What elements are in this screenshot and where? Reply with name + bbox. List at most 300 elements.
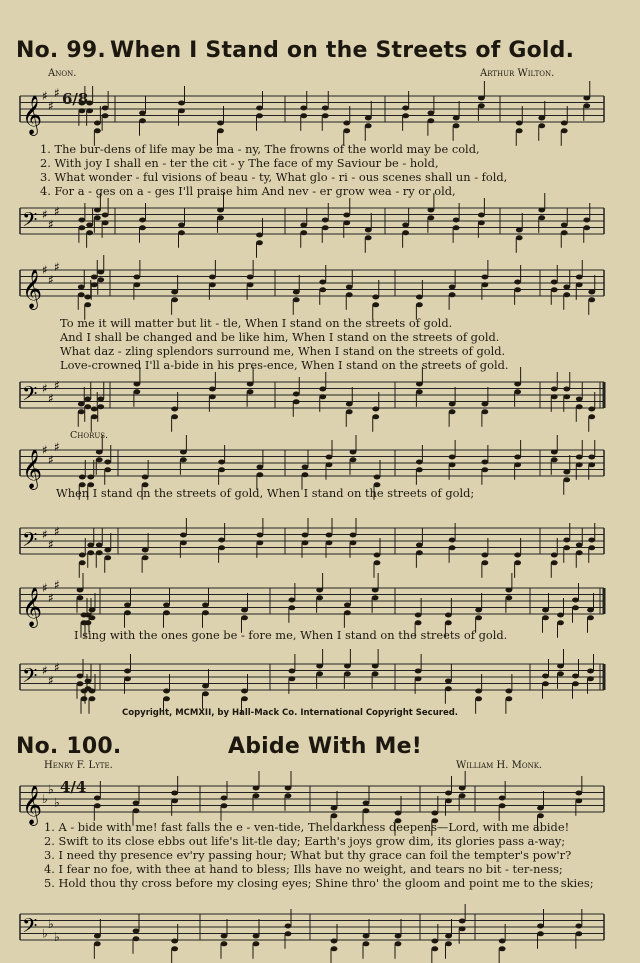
- note-head: [516, 235, 523, 240]
- note-head: [475, 615, 482, 620]
- note-head: [331, 806, 338, 811]
- treble-clef-icon: 𝄞: [22, 449, 43, 489]
- bass-clef-icon: 𝄢: [22, 914, 38, 942]
- note-head: [288, 605, 295, 610]
- sharp-icon: ♯: [48, 673, 54, 688]
- note-head: [583, 218, 590, 223]
- note-head: [77, 674, 84, 679]
- note-head: [256, 113, 263, 118]
- sharp-icon: ♯: [54, 660, 60, 675]
- note-head: [563, 545, 570, 550]
- note-head: [84, 397, 91, 402]
- note-head: [86, 223, 93, 228]
- note-head: [322, 106, 329, 111]
- note-head: [319, 387, 326, 392]
- note-head: [217, 121, 224, 126]
- hymn-100-composer: William H. Monk.: [456, 760, 543, 771]
- note-head: [459, 786, 466, 791]
- note-head: [481, 467, 488, 472]
- note-head: [588, 297, 595, 302]
- note-head: [94, 934, 101, 939]
- note-head: [505, 595, 512, 600]
- note-head: [180, 450, 187, 455]
- note-head: [453, 225, 460, 230]
- note-head: [96, 543, 103, 548]
- note-head: [288, 676, 295, 681]
- note-head: [96, 550, 103, 555]
- note-head: [431, 811, 438, 816]
- note-head: [575, 798, 582, 803]
- note-head: [319, 394, 326, 399]
- hymn-99-system-1-treble: [0, 85, 640, 135]
- note-head: [178, 108, 185, 113]
- note-head: [588, 414, 595, 419]
- note-head: [302, 533, 309, 538]
- note-head: [445, 613, 452, 618]
- note-head: [453, 116, 460, 121]
- note-head: [575, 924, 582, 929]
- note-head: [217, 208, 224, 213]
- flat-icon: ♭: [48, 916, 54, 931]
- note-head: [344, 610, 351, 615]
- note-head: [253, 793, 260, 798]
- note-head: [561, 230, 568, 235]
- note-head: [78, 108, 85, 113]
- sharp-icon: ♯: [42, 381, 48, 396]
- note-head: [84, 295, 91, 300]
- note-head: [346, 409, 353, 414]
- note-head: [94, 803, 101, 808]
- note-head: [85, 679, 92, 684]
- note-head: [217, 128, 224, 133]
- note-head: [346, 402, 353, 407]
- note-head: [326, 462, 333, 467]
- note-head: [171, 407, 178, 412]
- note-head: [78, 292, 85, 297]
- hymn-99-verse-1-line-1: 1. The bur-dens of life may be ma - ny, The frowns of the world may be cold,: [40, 142, 480, 156]
- note-head: [563, 470, 570, 475]
- note-head: [374, 475, 381, 480]
- note-head: [365, 228, 372, 233]
- note-head: [256, 233, 263, 238]
- note-head: [285, 793, 292, 798]
- hymn-99-chorus-line-1: When I stand on the streets of gold, When I stand on the streets of gold;: [56, 486, 475, 500]
- bass-clef-icon: 𝄢: [22, 382, 38, 410]
- note-head: [326, 455, 333, 460]
- note-head: [514, 389, 521, 394]
- note-head: [576, 275, 583, 280]
- note-head: [449, 292, 456, 297]
- note-head: [256, 240, 263, 245]
- note-head: [572, 681, 579, 686]
- note-head: [178, 101, 185, 106]
- note-head: [551, 394, 558, 399]
- note-head: [288, 598, 295, 603]
- flat-icon: ♭: [42, 926, 48, 941]
- note-head: [78, 218, 85, 223]
- note-head: [449, 402, 456, 407]
- note-head: [551, 553, 558, 558]
- note-head: [91, 282, 98, 287]
- note-head: [453, 123, 460, 128]
- note-head: [395, 941, 402, 946]
- note-head: [221, 941, 228, 946]
- note-head: [478, 220, 485, 225]
- note-head: [302, 540, 309, 545]
- note-head: [241, 696, 248, 701]
- note-head: [363, 934, 370, 939]
- note-head: [416, 389, 423, 394]
- note-head: [102, 113, 109, 118]
- note-head: [415, 620, 422, 625]
- note-head: [475, 689, 482, 694]
- note-head: [178, 223, 185, 228]
- sharp-icon: ♯: [48, 391, 54, 406]
- note-head: [256, 540, 263, 545]
- sharp-icon: ♯: [54, 85, 60, 100]
- note-head: [81, 696, 88, 701]
- note-head: [583, 96, 590, 101]
- hymn-99-title: When I Stand on the Streets of Gold.: [110, 38, 575, 63]
- note-head: [563, 394, 570, 399]
- note-head: [133, 808, 140, 813]
- note-head: [209, 394, 216, 399]
- note-head: [542, 674, 549, 679]
- note-head: [372, 588, 379, 593]
- note-head: [94, 796, 101, 801]
- note-head: [459, 926, 466, 931]
- note-head: [87, 543, 94, 548]
- note-head: [300, 106, 307, 111]
- note-head: [416, 467, 423, 472]
- note-head: [94, 215, 101, 220]
- note-head: [588, 290, 595, 295]
- hymn-99-composer: Arthur Wilton.: [480, 68, 555, 79]
- flat-icon: ♭: [54, 929, 60, 944]
- note-head: [576, 462, 583, 467]
- note-head: [247, 382, 254, 387]
- note-head: [241, 615, 248, 620]
- sharp-icon: ♯: [48, 537, 54, 552]
- note-head: [402, 230, 409, 235]
- hymn-99-number: No. 99.: [16, 38, 106, 63]
- note-head: [416, 460, 423, 465]
- note-head: [96, 457, 103, 462]
- note-head: [163, 603, 170, 608]
- note-head: [588, 538, 595, 543]
- note-head: [576, 455, 583, 460]
- note-head: [253, 934, 260, 939]
- bass-clef-icon: 𝄢: [22, 528, 38, 556]
- hymn-100-time-signature: 4/4: [60, 778, 87, 796]
- note-head: [97, 270, 104, 275]
- note-head: [575, 931, 582, 936]
- note-head: [142, 475, 149, 480]
- note-head: [563, 285, 570, 290]
- hymn-99-copyright: Copyright, MCMXII, by Hall-Mack Co. International Copyright Secured.: [122, 708, 459, 718]
- note-head: [256, 465, 263, 470]
- note-head: [84, 404, 91, 409]
- sharp-icon: ♯: [42, 89, 48, 103]
- note-head: [427, 118, 434, 123]
- note-head: [427, 208, 434, 213]
- note-head: [416, 543, 423, 548]
- note-head: [459, 919, 466, 924]
- note-head: [563, 292, 570, 297]
- note-head: [163, 689, 170, 694]
- note-head: [89, 696, 96, 701]
- note-head: [96, 450, 103, 455]
- note-head: [514, 382, 521, 387]
- note-head: [77, 595, 84, 600]
- note-head: [221, 803, 228, 808]
- note-head: [139, 218, 146, 223]
- note-head: [587, 669, 594, 674]
- note-head: [374, 560, 381, 565]
- hymn-99-verse-3-line-2: What daz - zling splendors surround me, When I stand on the streets of gold.: [60, 344, 506, 358]
- note-head: [478, 96, 485, 101]
- note-head: [180, 457, 187, 462]
- note-head: [587, 676, 594, 681]
- note-head: [77, 681, 84, 686]
- note-head: [365, 116, 372, 121]
- note-head: [163, 610, 170, 615]
- note-head: [171, 939, 178, 944]
- note-head: [171, 290, 178, 295]
- note-head: [350, 457, 357, 462]
- note-head: [79, 553, 86, 558]
- hymn-99-chorus-2-bass: [0, 656, 640, 702]
- hymn-99-system-2-bass: [0, 374, 640, 420]
- note-head: [516, 128, 523, 133]
- note-head: [180, 540, 187, 545]
- note-head: [102, 213, 109, 218]
- sharp-icon: ♯: [42, 263, 48, 277]
- note-head: [365, 235, 372, 240]
- note-head: [459, 793, 466, 798]
- note-head: [416, 382, 423, 387]
- note-head: [221, 934, 228, 939]
- note-head: [416, 550, 423, 555]
- note-head: [402, 106, 409, 111]
- note-head: [505, 588, 512, 593]
- note-head: [542, 608, 549, 613]
- note-head: [449, 409, 456, 414]
- note-head: [316, 588, 323, 593]
- note-head: [300, 223, 307, 228]
- sharp-icon: ♯: [54, 577, 60, 592]
- note-head: [557, 620, 564, 625]
- note-head: [209, 282, 216, 287]
- note-head: [481, 560, 488, 565]
- note-head: [537, 931, 544, 936]
- note-head: [537, 806, 544, 811]
- note-head: [372, 664, 379, 669]
- hymn-99-time-signature: 6/8: [62, 90, 89, 108]
- hymn-99-chorus-1-treble: [0, 439, 640, 489]
- note-head: [445, 686, 452, 691]
- note-head: [221, 796, 228, 801]
- note-head: [372, 302, 379, 307]
- note-head: [350, 540, 357, 545]
- note-head: [124, 676, 131, 681]
- note-head: [78, 285, 85, 290]
- note-head: [104, 467, 111, 472]
- note-head: [395, 934, 402, 939]
- sharp-icon: ♯: [42, 581, 48, 595]
- hymn-99-verse-4-line-1: 4. For a - ges on a - ges I'll praise him And nev - er grow wea - ry or old,: [40, 184, 456, 198]
- note-head: [104, 460, 111, 465]
- hymn-100-number: No. 100.: [16, 734, 122, 759]
- hymn-99-chorus-2-treble: [0, 577, 640, 627]
- note-head: [346, 292, 353, 297]
- note-head: [374, 553, 381, 558]
- note-head: [576, 543, 583, 548]
- note-head: [514, 287, 521, 292]
- sharp-icon: ♯: [48, 217, 54, 232]
- note-head: [94, 208, 101, 213]
- note-head: [583, 225, 590, 230]
- note-head: [163, 696, 170, 701]
- note-head: [499, 803, 506, 808]
- note-head: [551, 387, 558, 392]
- flat-icon: ♭: [54, 795, 60, 810]
- note-head: [316, 595, 323, 600]
- note-head: [322, 225, 329, 230]
- hymn-99-lyricist: Anon.: [48, 68, 77, 79]
- note-head: [445, 934, 452, 939]
- note-head: [343, 213, 350, 218]
- note-head: [563, 538, 570, 543]
- note-head: [551, 287, 558, 292]
- note-head: [302, 465, 309, 470]
- note-head: [587, 615, 594, 620]
- note-head: [449, 285, 456, 290]
- note-head: [285, 786, 292, 791]
- note-head: [180, 533, 187, 538]
- treble-clef-icon: 𝄞: [22, 95, 43, 135]
- note-head: [171, 414, 178, 419]
- note-head: [344, 603, 351, 608]
- note-head: [171, 798, 178, 803]
- note-head: [344, 664, 351, 669]
- note-head: [86, 230, 93, 235]
- note-head: [256, 533, 263, 538]
- hymn-99-chorus-line-2: I sing with the ones gone be - fore me, When I stand on the streets of gold.: [74, 628, 508, 642]
- note-head: [557, 664, 564, 669]
- hymn-99-verse-4-line-2: Love-crowned I'll a-bide in his pres-ence, When I stand on the streets of gold.: [60, 358, 509, 372]
- note-head: [427, 215, 434, 220]
- note-head: [449, 462, 456, 467]
- note-head: [142, 548, 149, 553]
- note-head: [572, 605, 579, 610]
- note-head: [551, 560, 558, 565]
- note-head: [350, 450, 357, 455]
- note-head: [372, 414, 379, 419]
- note-head: [285, 924, 292, 929]
- sharp-icon: ♯: [42, 527, 48, 542]
- note-head: [139, 225, 146, 230]
- note-head: [505, 689, 512, 694]
- note-head: [331, 939, 338, 944]
- note-head: [79, 475, 86, 480]
- note-head: [293, 297, 300, 302]
- hymn-100-treble: [0, 778, 640, 824]
- note-head: [499, 796, 506, 801]
- note-head: [218, 545, 225, 550]
- note-head: [538, 116, 545, 121]
- note-head: [94, 941, 101, 946]
- note-head: [178, 230, 185, 235]
- note-head: [557, 671, 564, 676]
- note-head: [576, 397, 583, 402]
- note-head: [588, 462, 595, 467]
- note-head: [505, 696, 512, 701]
- note-head: [481, 553, 488, 558]
- note-head: [415, 613, 422, 618]
- note-head: [551, 280, 558, 285]
- note-head: [139, 111, 146, 116]
- note-head: [293, 392, 300, 397]
- note-head: [445, 798, 452, 803]
- hymn-100-verse-4: 4. I fear no foe, with thee at hand to bless; Ills have no weight, and tears no bit - ter-ness;: [44, 862, 563, 876]
- note-head: [402, 223, 409, 228]
- hymn-99-verse-2-line-1: 2. With joy I shall en - ter the cit - y The face of my Saviour be - hold,: [40, 156, 439, 170]
- note-head: [133, 801, 140, 806]
- note-head: [372, 595, 379, 600]
- hymn-100-verse-5: 5. Hold thou thy cross before my closing eyes; Shine thro' the gloom and point me to the skies;: [44, 876, 594, 890]
- note-head: [302, 472, 309, 477]
- note-head: [331, 813, 338, 818]
- note-head: [253, 786, 260, 791]
- note-head: [542, 615, 549, 620]
- note-head: [89, 689, 96, 694]
- note-head: [343, 128, 350, 133]
- hymn-99-verse-2-line-2: And I shall be changed and be like him, When I stand on the streets of gold.: [60, 330, 500, 344]
- sharp-icon: ♯: [48, 452, 54, 467]
- note-head: [481, 460, 488, 465]
- note-head: [319, 287, 326, 292]
- note-head: [365, 123, 372, 128]
- note-head: [218, 538, 225, 543]
- note-head: [241, 608, 248, 613]
- note-head: [372, 671, 379, 676]
- note-head: [481, 282, 488, 287]
- treble-clef-icon: 𝄞: [22, 269, 43, 309]
- note-head: [445, 620, 452, 625]
- sharp-icon: ♯: [54, 378, 60, 393]
- note-head: [171, 297, 178, 302]
- note-head: [133, 275, 140, 280]
- note-head: [319, 280, 326, 285]
- note-head: [94, 121, 101, 126]
- note-head: [344, 671, 351, 676]
- sharp-icon: ♯: [42, 443, 48, 457]
- note-head: [499, 946, 506, 951]
- note-head: [247, 282, 254, 287]
- note-head: [449, 455, 456, 460]
- hymn-100-verse-1: 1. A - bide with me! fast falls the e - ven-tide, The darkness deepens—Lord, with me abide!: [44, 820, 570, 834]
- note-head: [576, 282, 583, 287]
- note-head: [87, 550, 94, 555]
- sharp-icon: ♯: [54, 524, 60, 539]
- note-head: [415, 676, 422, 681]
- note-head: [588, 407, 595, 412]
- note-head: [84, 302, 91, 307]
- note-head: [431, 939, 438, 944]
- note-head: [85, 620, 92, 625]
- note-head: [247, 275, 254, 280]
